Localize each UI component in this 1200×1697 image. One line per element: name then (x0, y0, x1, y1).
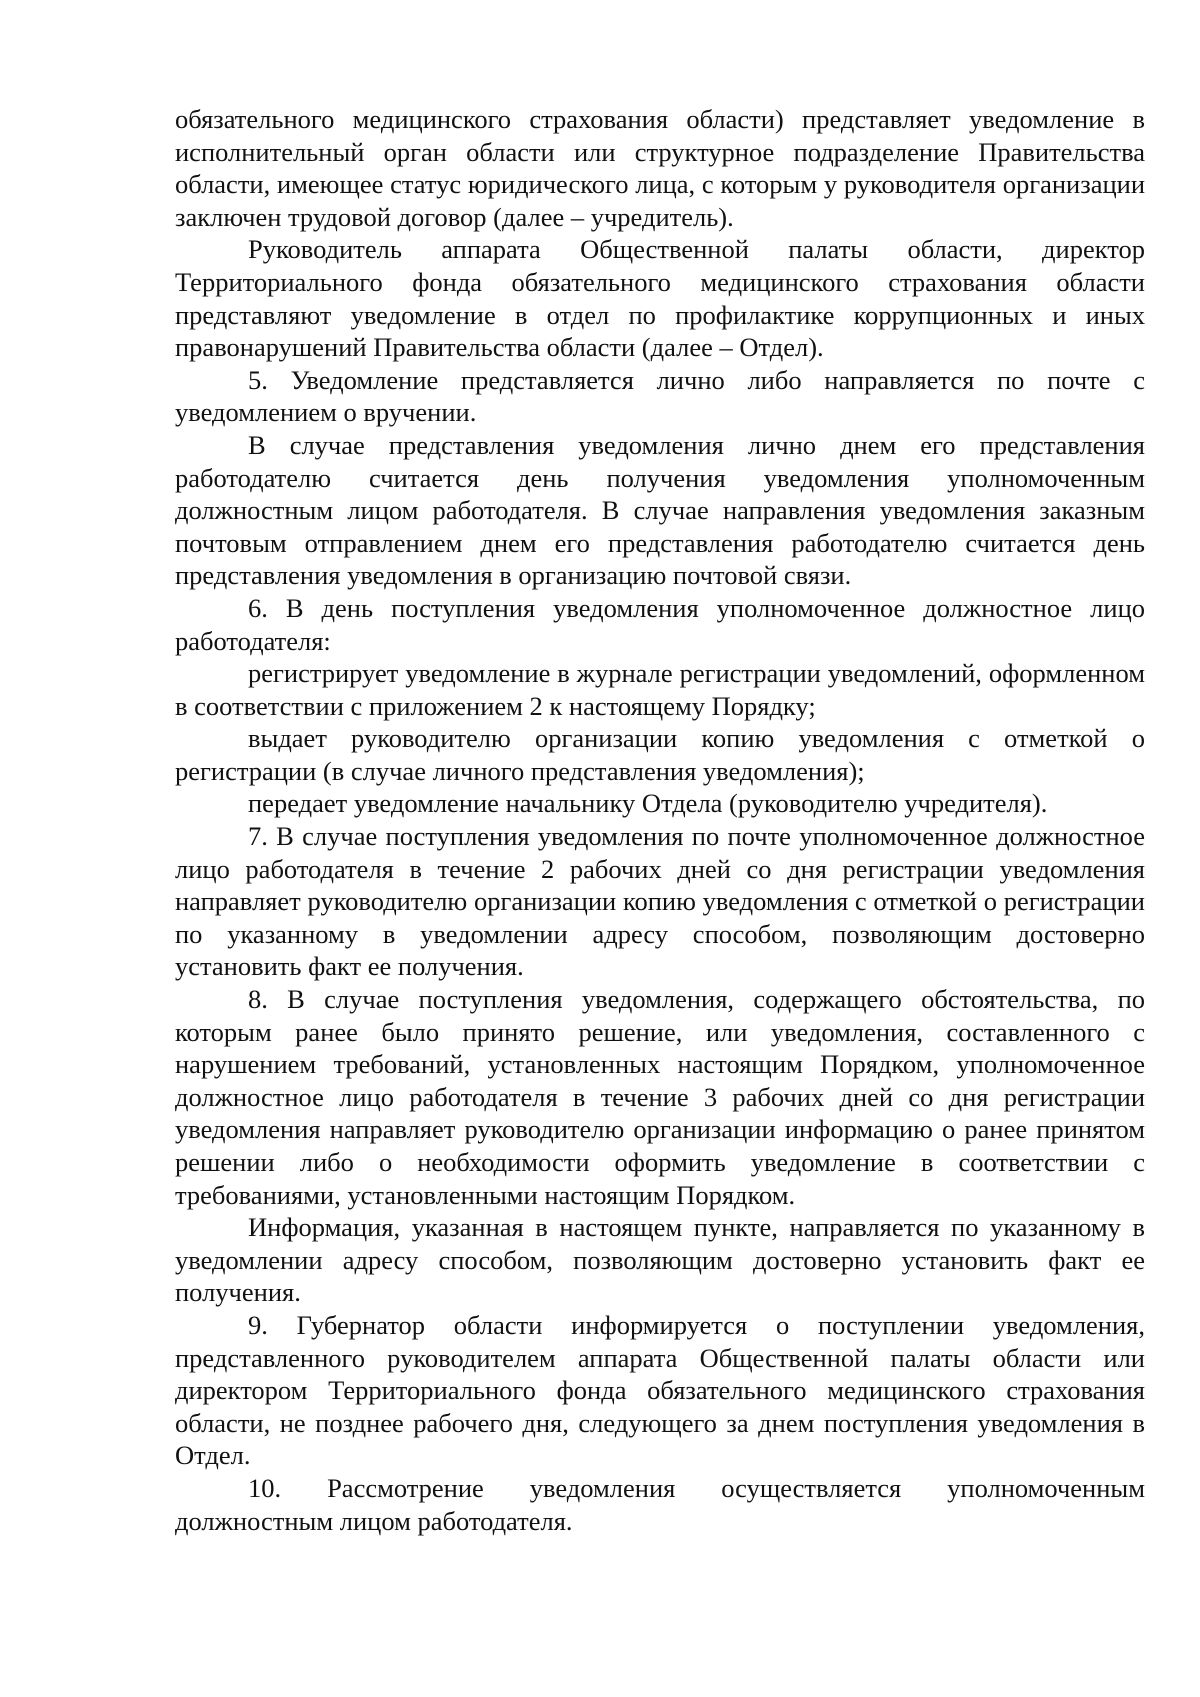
paragraph: обязательного медицинского страхования области) представляет уведомление в исполнительный орган области или структурное подразделение Правительства области, имеющее статус юридического лица, с которым у руководителя организации заключен трудовой договор (далее – учредитель). (175, 104, 1145, 232)
paragraph: В случае представления уведомления лично днем его представления работодателю считается день получения уведомления уполномоченным должностным лицом работодателя. В случае направления уведомления заказным почтовым отправлением днем его представления работодателю считается день представления уведомления в организацию почтовой связи. (175, 429, 1145, 591)
paragraph: Информация, указанная в настоящем пункте, направляется по указанному в уведомлении адресу способом, позволяющим достоверно установить факт ее получения. (175, 1212, 1145, 1308)
paragraph: передает уведомление начальнику Отдела (руководителю учредителя). (248, 788, 1048, 819)
paragraph: регистрирует уведомление в журнале регистрации уведомлений, оформленном в соответствии с приложением 2 к настоящему Порядку; (175, 658, 1145, 721)
paragraph: выдает руководителю организации копию уведомления с отметкой о регистрации (в случае личного представления уведомления); (175, 723, 1145, 786)
paragraph: Руководитель аппарата Общественной палаты области, директор Территориального фонда обязательного медицинского страхования области представляют уведомление в отдел по профилактике коррупционных и иных правонарушений Правительства области (далее – Отдел). (175, 234, 1145, 363)
paragraph: 8. В случае поступления уведомления, содержащего обстоятельства, по которым ранее было принято решение, или уведомления, составленного с нарушением требований, установленных настоящим Порядком, уполномоченное должностное лицо работодателя в течение 3 рабочих дней со дня регистрации уведомления направляет руководителю организации информацию о ранее принятом решении либо о необходимости оформить уведомление в соответствии с требованиями, установленными настоящим Порядком. (175, 984, 1145, 1210)
paragraph: 10. Рассмотрение уведомления осуществляется уполномоченным должностным лицом работодателя. (175, 1472, 1145, 1536)
document-page (175, 103, 1145, 1537)
paragraph: 5. Уведомление представляется лично либо направляется по почте с уведомлением о вручении. (175, 364, 1145, 428)
paragraph: 9. Губернатор области информируется о поступлении уведомления, представленного руководителем аппарата Общественной палаты области или директором Территориального фонда обязательного медицинского страхования области, не позднее рабочего дня, следующего за днем поступления уведомления в Отдел. (175, 1309, 1145, 1471)
paragraph: 6. В день поступления уведомления уполномоченное должностное лицо работодателя: (175, 592, 1145, 656)
paragraph: 7. В случае поступления уведомления по почте уполномоченное должностное лицо работодателя в течение 2 рабочих дней со дня регистрации уведомления направляет руководителю организации копию уведомления с отметкой о регистрации по указанному в уведомлении адресу способом, позволяющим достоверно установить факт ее получения. (175, 821, 1145, 982)
